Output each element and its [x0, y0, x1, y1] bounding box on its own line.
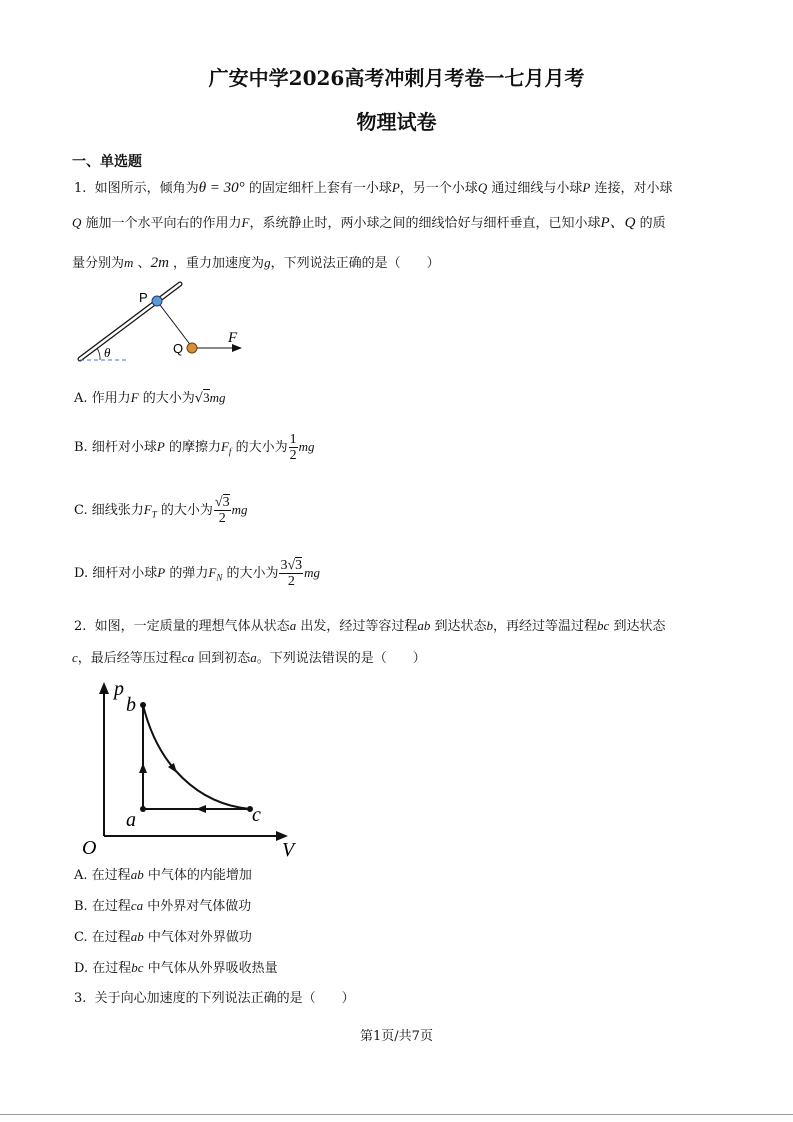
- q1-option-b[interactable]: B. 细杆对小球P 的摩擦力$F_f$ 的大小为 $\frac{1}{2}$ mg: [74, 432, 315, 463]
- q2-line-2: c，最后经等压过程ca 回到初态a。下列说法错误的是（ ）: [72, 650, 426, 666]
- p-label: p: [114, 678, 124, 700]
- ball-q: [187, 343, 197, 353]
- ball-p: [152, 296, 162, 306]
- ball-p-label: P: [139, 290, 148, 305]
- process-ab-arrow: [139, 763, 147, 773]
- bottom-divider: [0, 1114, 793, 1115]
- q2-option-b[interactable]: B. 在过程ca 中外界对气体做功: [74, 898, 252, 914]
- q1-option-a[interactable]: A. 作用力F 的大小为√3mg: [74, 390, 226, 406]
- fraction-root3-over-2: $\frac{√3}{2}$: [214, 495, 230, 526]
- q1-line-1: 1. 如图所示，倾角为θ = 30° 的固定细杆上套有一小球P，另一个小球Q 通过细线与小球P 连接，对小球: [74, 180, 673, 196]
- fraction-3root3-over-2: $\frac{3√3}{2}$: [280, 558, 303, 589]
- pv-diagram: [78, 676, 303, 861]
- page-number: 第1页/共7页: [360, 1029, 433, 1044]
- origin-label: O: [82, 837, 97, 859]
- q1-option-d[interactable]: D. 细杆对小球P 的弹力$F_N$ 的大小为 $\frac{3√3}{2}$ mg: [74, 558, 321, 589]
- q2-line-1: 2. 如图，一定质量的理想气体从状态a 出发，经过等容过程ab 到达状态b，再经过等温过程bc 到达状态: [74, 618, 666, 634]
- rod-inner: [80, 284, 180, 359]
- theta-equation: θ = 30°: [198, 180, 245, 196]
- q2-option-a[interactable]: A. 在过程ab 中气体的内能增加: [74, 867, 252, 883]
- process-ca-arrow: [196, 805, 206, 813]
- ball-q-label: Q: [173, 341, 184, 356]
- q2-option-d[interactable]: D. 在过程bc 中气体从外界吸收热量: [74, 960, 278, 976]
- q3-number: 3.: [74, 991, 87, 1006]
- p-axis-arrow: [99, 682, 109, 694]
- q1-figure: [70, 278, 260, 370]
- q2-option-c[interactable]: C. 在过程ab 中气体对外界做功: [74, 929, 252, 945]
- theta-label: θ: [104, 345, 111, 360]
- exam-title: 广安中学2026高考冲刺月考卷一七月月考: [208, 66, 585, 90]
- angle-arc: [97, 348, 100, 360]
- sqrt-symbol: √3: [194, 390, 210, 406]
- q1-option-c[interactable]: C. 细线张力$F_T$ 的大小为 $\frac{√3}{2}$ mg: [74, 495, 248, 526]
- process-bc-curve: [143, 705, 250, 809]
- state-a-point: [140, 806, 146, 812]
- q3-stem: 3. 关于向心加速度的下列说法正确的是（ ）: [74, 991, 355, 1006]
- q1-line-2: Q 施加一个水平向右的作用力F，系统静止时，两小球之间的细线恰好与细杆垂直，已知小球P、Q 的质: [72, 215, 666, 231]
- state-c-label: c: [252, 804, 261, 826]
- state-b-label: b: [126, 694, 136, 716]
- force-label: F: [228, 330, 238, 346]
- q2-number: 2.: [74, 619, 87, 634]
- state-b-point: [140, 702, 146, 708]
- subject-title: 物理试卷: [356, 110, 437, 134]
- v-label: V: [282, 839, 295, 861]
- q1-number: 1.: [74, 181, 87, 196]
- section-title: 一、单选题: [72, 154, 142, 170]
- q1-line-3: 量分别为m 、2m ，重力加速度为g，下列说法正确的是（ ）: [72, 255, 440, 271]
- state-a-label: a: [126, 809, 136, 831]
- fraction-one-half: $\frac{1}{2}$: [289, 432, 297, 463]
